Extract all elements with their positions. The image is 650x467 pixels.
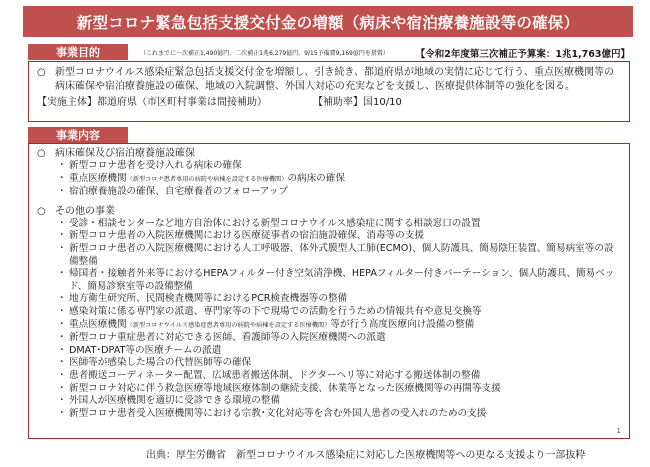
list-item-text <box>69 160 242 173</box>
bullet-list <box>55 218 621 421</box>
list-item-main: 重点医療機関 <box>69 172 127 184</box>
list-item-text <box>69 345 221 358</box>
list-item-main: 新型コロナ患者を受け入れる病床の確保 <box>69 160 242 171</box>
bullet-dot-icon: ・ <box>57 242 67 254</box>
list-item <box>55 293 621 306</box>
list-item-main: 宿泊療養施設の確保、自宅療養者のフォローアップ <box>69 186 289 198</box>
list-item-note: （新型コロナウイルス感染症患者専用の病院や病棟を設定する医療機関） <box>126 321 331 329</box>
bullet-dot-icon: ・ <box>57 172 67 184</box>
budget-note: （これまでに一次補正1,490億円、二次補正1兆6,279億円、9/15予備費9,169億円を措置） <box>140 50 389 57</box>
list-item <box>55 173 621 187</box>
list-item-text <box>69 243 621 268</box>
list-item <box>55 306 621 319</box>
list-item-text <box>69 230 424 243</box>
list-item <box>55 370 621 383</box>
list-item <box>55 268 621 293</box>
bullet-dot-icon: ・ <box>57 293 67 305</box>
source-caption: 出典：厚生労働省 新型コロナウイルス感染症に対応した医療機関等への更なる支援より一部抜粋 <box>146 450 586 461</box>
bullet-list <box>55 160 621 199</box>
category-title <box>37 205 621 218</box>
bullet-dot-icon: ・ <box>57 305 67 317</box>
list-item-text <box>69 319 474 333</box>
list-item-text <box>69 218 481 231</box>
subsidy-rate: 【補助率】国10/10 <box>313 97 402 108</box>
list-item-text <box>69 383 501 396</box>
list-item-main: DMAT･DPAT等の医療チームの派遣 <box>69 344 222 356</box>
bullet-dot-icon: ・ <box>57 332 67 344</box>
list-item-main: 患者搬送コーディネーター配置、広域患者搬送体制、ドクターヘリ等に対応する搬送体制の整備 <box>69 369 481 381</box>
list-item-main: 感染対策に係る専門家の派遣、専門家等の下で現場での活動を行うための情報共有や意見交換等 <box>69 305 482 317</box>
list-item <box>55 319 621 333</box>
list-item <box>55 357 621 370</box>
bullet-dot-icon: ・ <box>57 230 67 242</box>
list-item-main: 新型コロナ重症患者に対応できる医師、看護師等の入院医療機関への派遣 <box>69 332 386 344</box>
list-item <box>55 332 621 345</box>
category-title <box>37 147 621 160</box>
list-item <box>55 230 621 243</box>
list-item <box>55 408 621 421</box>
list-item-text <box>69 357 251 370</box>
list-item-main: 新型コロナ患者の入院医療機関における医療従事者の宿泊施設確保、消毒等の支援 <box>69 230 424 242</box>
bullet-dot-icon: ・ <box>57 344 67 356</box>
list-item-main: 帰国者・接触者外来等におけるHEPAフィルター付き空気清浄機、HEPAフィルター付きパーテーション、個人防護具、簡易ベッド、簡易診察室等の設備整備 <box>69 268 615 292</box>
list-item <box>55 395 621 408</box>
bullet-dot-icon: ・ <box>57 318 67 330</box>
page-title: 新型コロナ緊急包括支援交付金の増額（病床や宿泊療養施設等の確保） <box>23 6 633 37</box>
list-item-text <box>69 370 480 383</box>
list-item-tail: 等が行う高度医療向け設備の整備 <box>330 318 475 330</box>
list-item-main: 新型コロナ患者受入医療機関等における宗教･文化対応等を含む外国人患者の受入れのための支援 <box>69 407 487 419</box>
list-item <box>55 218 621 231</box>
list-item-text <box>69 173 345 187</box>
list-item-text <box>69 395 280 408</box>
list-item-main: 医師等が感染した場合の代替医師等の確保 <box>69 357 252 369</box>
list-item <box>55 243 621 268</box>
list-item <box>55 186 621 199</box>
bullet-dot-icon: ・ <box>57 268 67 280</box>
content-box <box>28 143 630 439</box>
purpose-section-label: 事業目的 <box>28 44 128 60</box>
bullet-dot-icon: ・ <box>57 160 67 171</box>
purpose-text: 新型コロナウイルス感染症緊急包括支援交付金を増額し、引き続き、都道府県が地域の実情に応じて行う、重点医療機関等の病床確保や宿泊療養施設の確保、地域の入院調整、外国人対応の充実などを支援し、医療提供体制等の強化を図る。 <box>55 67 614 92</box>
implementer: 【実施主体】都道府県（市区町村事業は間接補助） <box>37 97 267 108</box>
list-item-main: 新型コロナ患者の入院医療機関における人工呼吸器、体外式膜型人工肺(ECMO)、個人防護具、簡易陰圧装置、簡易病室等の設備整備 <box>69 242 614 267</box>
list-item <box>55 345 621 358</box>
bullet-dot-icon: ・ <box>57 186 67 198</box>
list-item <box>55 160 621 173</box>
bullet-dot-icon: ・ <box>57 217 67 229</box>
list-item-main: 新型コロナ対応に伴う救急医療等地域医療体制の継続支援、休業等となった医療機関等の再開等支援 <box>69 382 501 394</box>
purpose-box <box>28 61 630 122</box>
budget-amount: 【令和2年度第三次補正予算案：1兆1,763億円】 <box>415 48 630 60</box>
list-item-text <box>69 186 288 199</box>
list-item <box>55 383 621 396</box>
bullet-dot-icon: ・ <box>57 382 67 394</box>
category-title-text: 病床確保及び宿泊療養施設確保 <box>55 148 195 159</box>
circle-bullet-icon: ○ <box>37 205 46 217</box>
content-section-label: 事業内容 <box>28 127 128 143</box>
category-list <box>37 147 621 420</box>
list-item-main: 受診・相談センターなど地方自治体における新型コロナウイルス感染症に関する相談窓口の設置 <box>69 217 481 229</box>
bullet-dot-icon: ・ <box>57 407 67 419</box>
list-item-note: （新型コロナ患者専用の病院や病棟を設定する医療機関） <box>126 175 288 183</box>
page-number: 1 <box>616 427 621 435</box>
list-item-text <box>69 306 482 319</box>
list-item-text <box>69 332 386 345</box>
purpose-paragraph <box>37 66 621 94</box>
category-title-text: その他の事業 <box>55 205 115 217</box>
circle-bullet-icon: ○ <box>37 67 46 78</box>
list-item-main: 外国人が医療機関を適切に受診できる環境の整備 <box>69 395 281 407</box>
bullet-dot-icon: ・ <box>57 395 67 407</box>
list-item-tail: の病床の確保 <box>287 172 345 184</box>
bullet-dot-icon: ・ <box>57 369 67 381</box>
list-item-text <box>69 293 347 306</box>
bullet-dot-icon: ・ <box>57 357 67 369</box>
list-item-text <box>69 408 486 421</box>
list-item-main: 地方衛生研究所、民間検査機関等におけるPCR検査機器等の整備 <box>69 293 348 305</box>
budget-row <box>140 46 630 59</box>
list-item-text <box>69 268 621 293</box>
list-item-main: 重点医療機関 <box>69 318 127 330</box>
circle-bullet-icon: ○ <box>37 148 46 159</box>
purpose-meta <box>37 96 621 110</box>
